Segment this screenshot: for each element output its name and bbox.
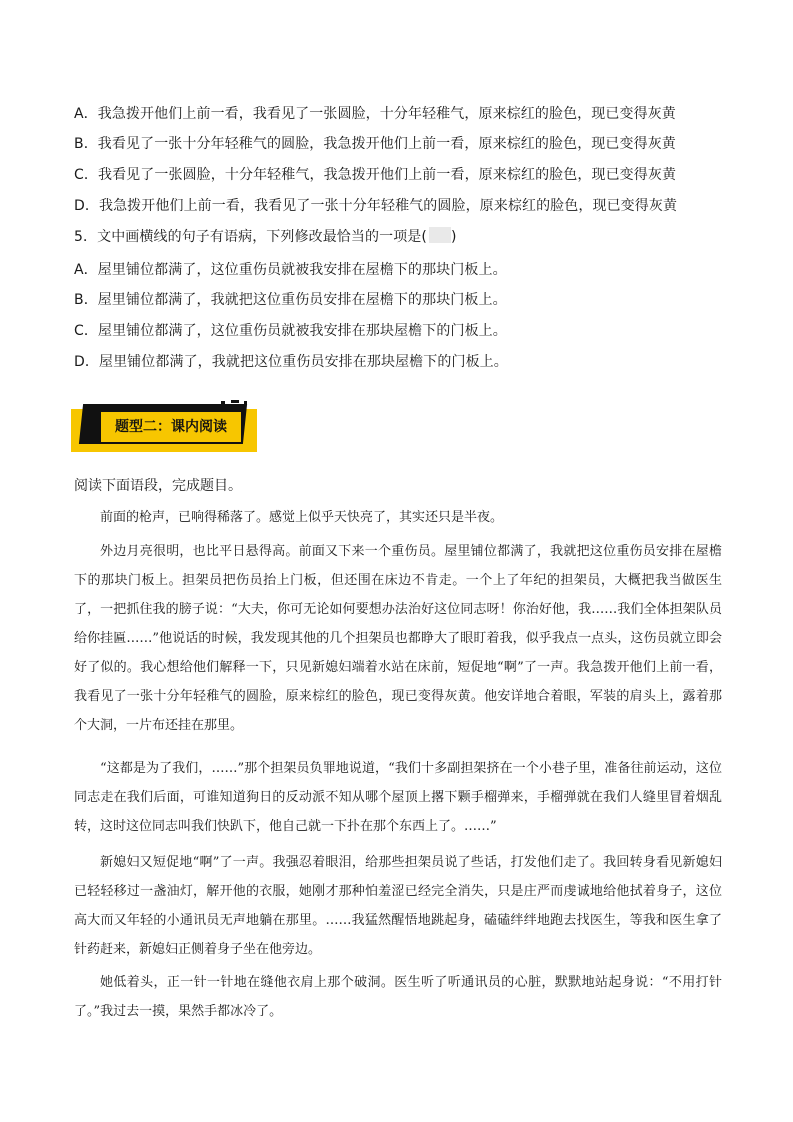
- option-5a: A．屋里铺位都满了，这位重伤员就被我安排在屋檐下的那块门板上。: [74, 262, 507, 278]
- option-4c: C．我看见了一张圆脸，十分年轻稚气，我急拨开他们上前一看，原来棕红的脸色，现已变得灰黄: [74, 167, 677, 183]
- section-banner: [71, 404, 257, 454]
- section-title: 题型二：课内阅读: [101, 412, 241, 442]
- option-4a: A．我急拨开他们上前一看，我看见了一张圆脸，十分年轻稚气，原来棕红的脸色，现已变得灰黄: [74, 106, 676, 122]
- option-5d: D．屋里铺位都满了，我就把这位重伤员安排在那块屋檐下的门板上。: [74, 354, 508, 370]
- paragraph: 外边月亮很明，也比平日悬得高。前面又下来一个重伤员。屋里铺位都满了，我就把这位重伤员安排在屋檐下的那块门板上。担架员把伤员抬上门板，但还围在床边不肯走。一个上了年纪的担架员，大概把我当做医生了，一把抓住我的膀子说：“大夫，你可无论如何要想办法治好这位同志呀！你治好他，我……我们全体担架队员给你挂匾……”他说话的时候，我发现其他的几个担架员也都睁大了眼盯着我，似乎我点一点头，这伤员就立即会好了似的。我心想给他们解释一下，只见新媳妇端着水站在床前，短促地“啊”了一声。我急拨开他们上前一看，我看见了一张十分年轻稚气的圆脸，原来棕红的脸色，现已变得灰黄。他安详地合着眼，军装的肩头上，露着那个大洞，一片布还挂在那里。: [74, 544, 722, 733]
- question-5-close: ): [450, 229, 457, 245]
- banner-decoration: [231, 400, 239, 403]
- banner-decoration: [244, 401, 247, 404]
- answer-blank: [429, 227, 451, 243]
- paragraph: 她低着头，正一针一针地在缝他衣肩上那个破洞。医生听了听通讯员的心脏，默默地站起身说：“不用打针了。”我过去一摸，果然手都冰冷了。: [74, 975, 722, 1019]
- option-4d: D．我急拨开他们上前一看，我看见了一张十分年轻稚气的圆脸，原来棕红的脸色，现已变得灰黄: [74, 198, 678, 214]
- paragraph: 前面的枪声，已响得稀落了。感觉上似乎天快亮了，其实还只是半夜。: [100, 510, 504, 525]
- paragraph: “这都是为了我们，……”那个担架员负罪地说道，“我们十多副担架挤在一个小巷子里，准备往前运动，这位同志走在我们后面，可谁知道狗日的反动派不知从哪个屋顶上撂下颗手榴弹来，手榴弹就在我们人缝里冒着烟乱转，这时这位同志叫我们快趴下，他自己就一下扑在那个东西上了。……”: [74, 761, 722, 834]
- option-4b: B．我看见了一张十分年轻稚气的圆脸，我急拨开他们上前一看，原来棕红的脸色，现已变得灰黄: [74, 136, 676, 152]
- banner-decoration: [221, 401, 225, 404]
- option-5b: B．屋里铺位都满了，我就把这位重伤员安排在屋檐下的那块门板上。: [74, 292, 507, 308]
- question-5: [74, 227, 714, 247]
- reading-instruction: 阅读下面语段，完成题目。: [74, 478, 242, 494]
- paragraph: 新媳妇又短促地“啊”了一声。我强忍着眼泪，给那些担架员说了些话，打发他们走了。我回转身看见新媳妇已轻轻移过一盏油灯，解开他的衣服，她刚才那种怕羞涩已经完全消失，只是庄严而虔诚地给他拭着身子，这位高大而又年轻的小通讯员无声地躺在那里。……我猛然醒悟地跳起身，磕磕绊绊地跑去找医生，等我和医生拿了针药赶来，新媳妇正侧着身子坐在他旁边。: [74, 855, 722, 957]
- option-5c: C．屋里铺位都满了，这位重伤员就被我安排在那块屋檐下的门板上。: [74, 323, 507, 339]
- question-5-text: 5．文中画横线的句子有语病，下列修改最恰当的一项是(: [74, 229, 427, 245]
